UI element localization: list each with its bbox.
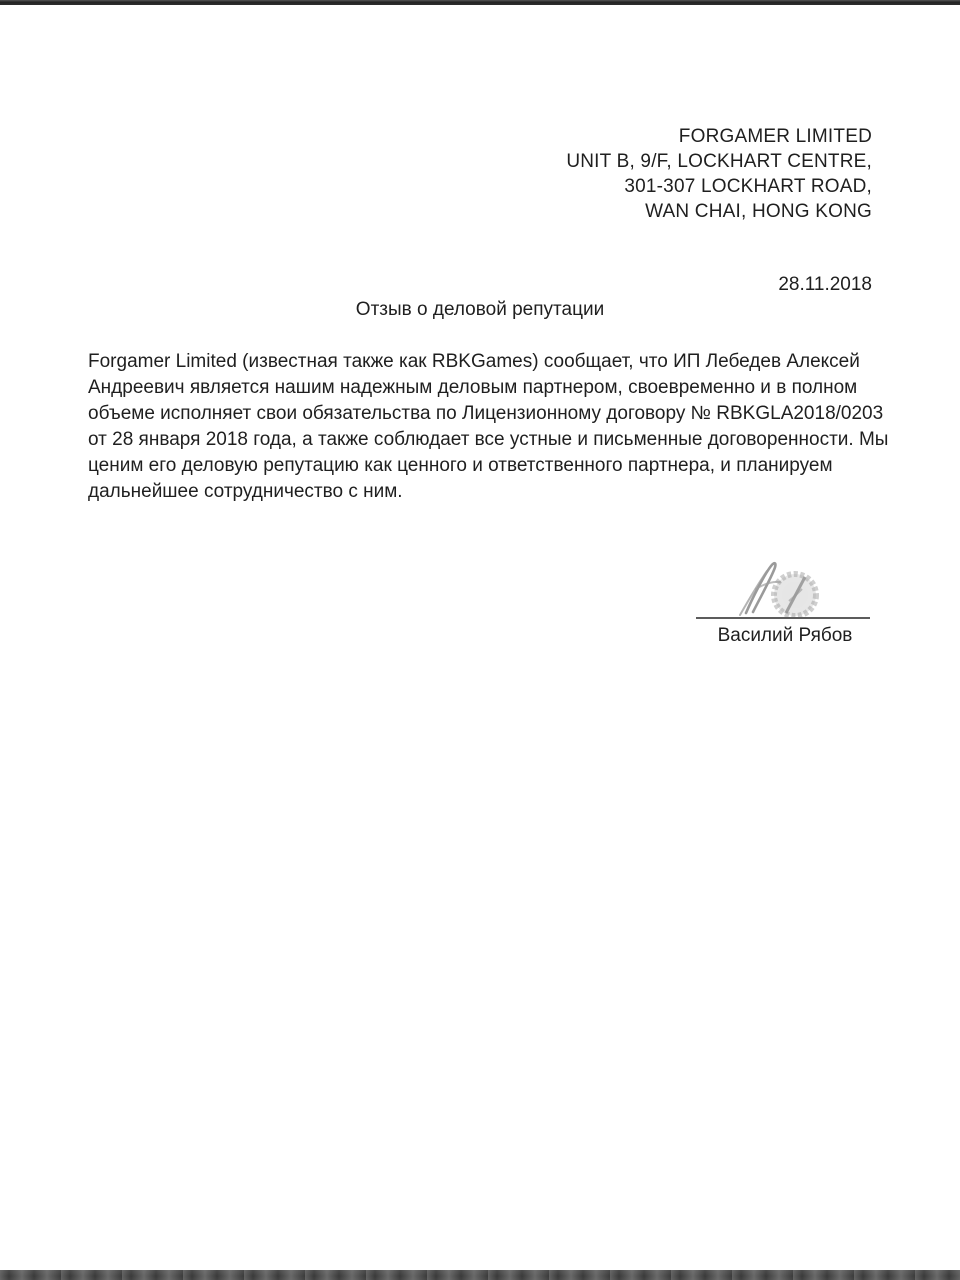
- signature-line: [696, 617, 870, 619]
- letter-title: Отзыв о деловой репутации: [355, 299, 605, 320]
- company-name: FORGAMER LIMITED: [678, 126, 872, 147]
- letter-body: [88, 349, 889, 505]
- bottom-edge-bar: [0, 1270, 960, 1280]
- letter-date: 28.11.2018: [778, 274, 872, 295]
- top-edge-bar: [0, 0, 960, 5]
- address-line-1: UNIT B, 9/F, LOCKHART CENTRE,: [566, 151, 872, 172]
- body-line-6: дальнейшее сотрудничество с ним.: [88, 481, 403, 502]
- body-line-4: от 28 января 2018 года, а также соблюдает все устные и письменные договоренности. Мы: [88, 429, 889, 450]
- body-line-5: ценим его деловую репутацию как ценного и ответственного партнера, и планируем: [88, 455, 833, 476]
- address-line-3: WAN CHAI, HONG KONG: [645, 201, 872, 222]
- stamp-seal-icon: [774, 574, 816, 616]
- body-line-3: объеме исполняет свои обязательства по Лицензионному договору № RBKGLA2018/0203: [88, 403, 884, 424]
- signature-block: [690, 555, 880, 655]
- address-line-2: 301-307 LOCKHART ROAD,: [624, 176, 872, 197]
- signature-scribble-icon: [740, 563, 780, 615]
- signature-and-stamp-image: [690, 555, 880, 621]
- body-line-2: Андреевич является нашим надежным деловым партнером, своевременно и в полном: [88, 377, 858, 398]
- signer-name: Василий Рябов: [717, 625, 853, 646]
- body-line-1: Forgamer Limited (известная также как RBKGames) сообщает, что ИП Лебедев Алексей: [88, 351, 860, 372]
- letterhead: [566, 124, 872, 224]
